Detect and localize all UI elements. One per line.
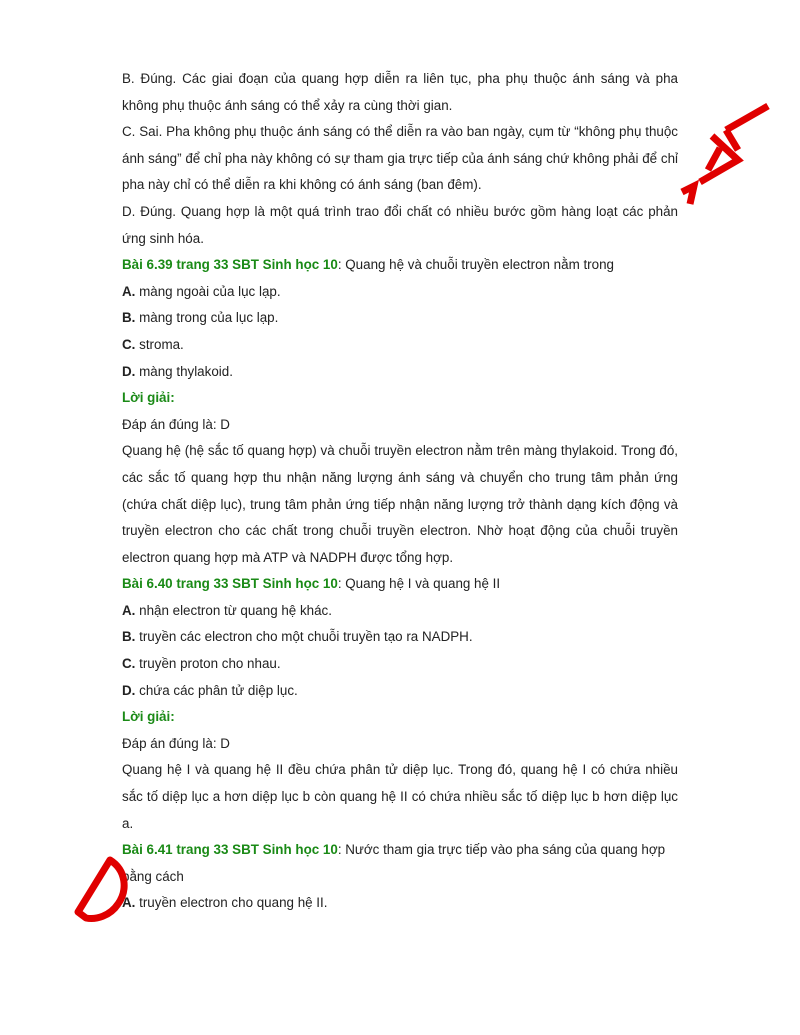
option-text: stroma. xyxy=(135,336,184,352)
option-label: B. xyxy=(122,629,136,645)
option-c xyxy=(122,651,678,678)
solution-explanation: Quang hệ I và quang hệ II đều chứa phân tử diệp lục. Trong đó, quang hệ I có chứa nhiều sắc tố diệp lục a hơn diệp lục b còn quang hệ II có chứa nhiều sắc tố diệp lục b hơn diệp lục a. xyxy=(122,762,678,831)
option-c xyxy=(122,332,678,359)
option-label: D. xyxy=(122,682,136,698)
option-b xyxy=(122,624,678,651)
answer-line: Đáp án đúng là: D xyxy=(122,416,230,432)
option-label: A. xyxy=(122,283,136,299)
paragraph-option-c-explanation: C. Sai. Pha không phụ thuộc ánh sáng có thể diễn ra vào ban ngày, cụm từ “không phụ thuộc ánh sáng” để chỉ pha này không có sự tham gia trực tiếp của ánh sáng chứ không phải để chỉ pha này chỉ có thể diễn ra khi không có ánh sáng (ban đêm). xyxy=(122,124,678,193)
option-text: màng ngoài của lục lạp. xyxy=(135,283,281,299)
watermark-letter-d xyxy=(78,860,124,918)
answer-line: Đáp án đúng là: D xyxy=(122,735,230,751)
solution-heading: Lời giải: xyxy=(122,390,175,406)
solution-explanation: Quang hệ (hệ sắc tố quang hợp) và chuỗi truyền electron nằm trên màng thylakoid. Trong đó, các sắc tố quang hợp thu nhận năng lượng ánh sáng và chuyển cho trung tâm phản ứng (chứa chất diệp lục), trung tâm phản ứng tiếp nhận năng lượng trở thành dạng kích động và truyền electron cho các chất trong chuỗi truyền electron. Nhờ hoạt động của chuỗi truyền electron quang hợp mà ATP và NADPH được tổng hợp. xyxy=(122,443,678,565)
question-title: Bài 6.40 trang 33 SBT Sinh học 10 xyxy=(122,576,338,592)
paragraph-option-b-explanation: B. Đúng. Các giai đoạn của quang hợp diễn ra liên tục, pha phụ thuộc ánh sáng và pha không phụ thuộc ánh sáng có thể xảy ra cùng thời gian. xyxy=(122,71,678,113)
option-label: B. xyxy=(122,310,136,326)
watermark-top-right xyxy=(660,100,790,210)
option-a xyxy=(122,598,678,625)
option-b xyxy=(122,305,678,332)
watermark-letter-a xyxy=(700,136,738,182)
paragraph-option-d-explanation: D. Đúng. Quang hợp là một quá trình trao đổi chất có nhiều bước gồm hàng loạt các phản ứng sinh hóa. xyxy=(122,203,678,246)
option-text: truyền các electron cho một chuỗi truyền tạo ra NADPH. xyxy=(135,629,473,645)
question-text: : Quang hệ I và quang hệ II xyxy=(337,576,501,592)
option-text: truyền proton cho nhau. xyxy=(135,656,281,672)
question-title: Bài 6.41 trang 33 SBT Sinh học 10 xyxy=(122,842,338,858)
option-a xyxy=(122,279,678,306)
option-label: C. xyxy=(122,336,136,352)
option-a xyxy=(122,890,678,917)
option-text: truyền electron cho quang hệ II. xyxy=(135,895,328,911)
question-text: : Quang hệ và chuỗi truyền electron nằm trong xyxy=(337,257,614,273)
option-text: nhận electron từ quang hệ khác. xyxy=(135,602,332,618)
option-label: D. xyxy=(122,363,136,379)
option-label: A. xyxy=(122,895,136,911)
option-d xyxy=(122,359,678,386)
option-label: A. xyxy=(122,602,136,618)
solution-heading: Lời giải: xyxy=(122,709,175,725)
option-d xyxy=(122,678,678,705)
option-text: màng trong của lục lạp. xyxy=(135,310,279,326)
question-6-41 xyxy=(122,837,678,890)
question-text: : Nước tham gia trực tiếp vào pha sáng của quang hợp bằng cách xyxy=(122,842,666,884)
question-title: Bài 6.39 trang 33 SBT Sinh học 10 xyxy=(122,257,338,273)
watermark-bottom-left xyxy=(68,852,128,932)
watermark-letter-l xyxy=(726,106,768,130)
document-body xyxy=(122,66,678,917)
option-text: màng thylakoid. xyxy=(135,363,233,379)
question-6-40 xyxy=(122,571,678,598)
question-6-39 xyxy=(122,252,678,279)
option-label: C. xyxy=(122,656,136,672)
option-text: chứa các phân tử diệp lục. xyxy=(135,682,298,698)
